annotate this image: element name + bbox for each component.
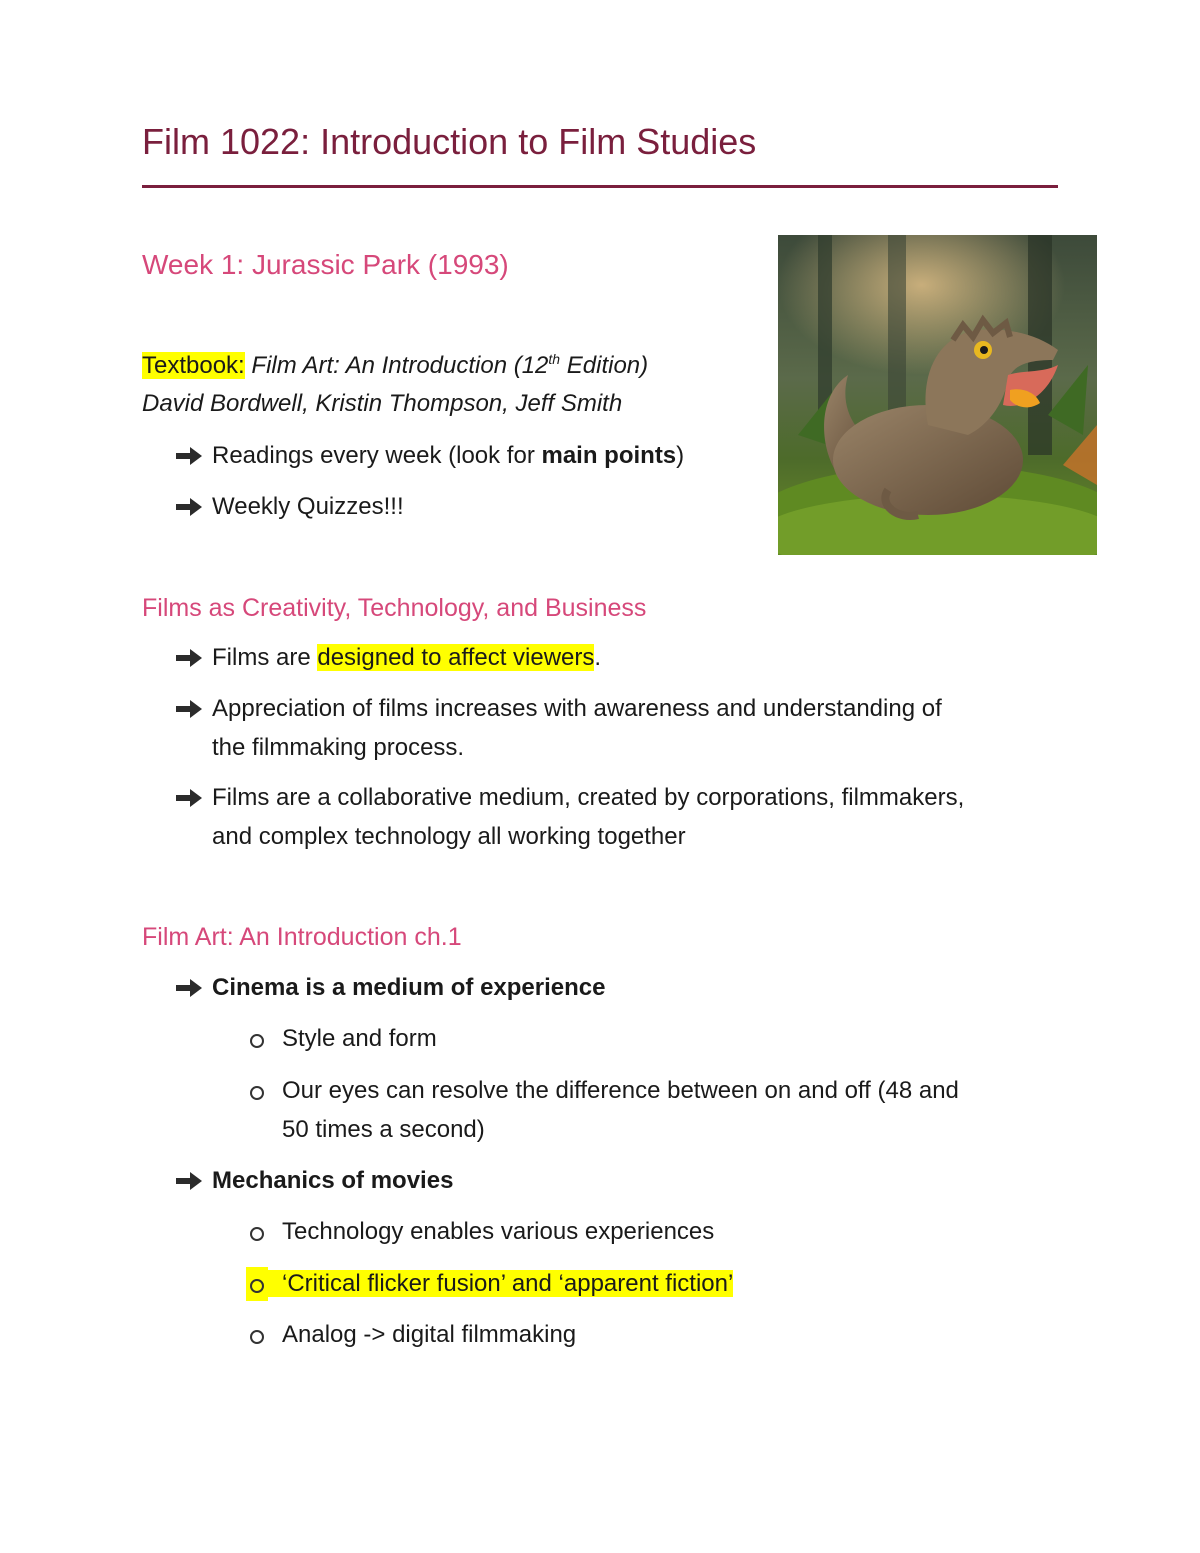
textbook-line: [142, 349, 648, 383]
week-heading: Week 1: Jurassic Park (1993): [142, 249, 509, 280]
textbook-label: Textbook:: [142, 352, 245, 379]
sub-bullet-flicker-fusion: ‘Critical flicker fusion’ and ‘apparent fiction’: [266, 1267, 733, 1301]
circle-bullet-icon: [246, 1215, 266, 1249]
arrow-icon: [174, 781, 204, 815]
arrow-icon: [174, 1164, 204, 1198]
section-heading-chapter1: Film Art: An Introduction ch.1: [142, 923, 462, 951]
arrow-icon: [174, 439, 204, 473]
dinosaur-duck-photo: [778, 235, 1097, 555]
sub-bullet-eyes-resolve: Our eyes can resolve the difference between on and off (48 and 50 times a second): [282, 1077, 959, 1143]
textbook-authors: David Bordwell, Kristin Thompson, Jeff Smith: [142, 390, 623, 417]
arrow-icon: [174, 490, 204, 524]
circle-bullet-icon: [246, 1022, 266, 1056]
arrow-icon: [174, 971, 204, 1005]
bullet-quizzes: Weekly Quizzes!!!: [212, 493, 404, 520]
bullet-mechanics: Mechanics of movies: [212, 1167, 454, 1194]
bullet-cinema-medium: Cinema is a medium of experience: [212, 974, 606, 1001]
sub-bullet-analog-digital: Analog -> digital filmmaking: [282, 1321, 577, 1348]
section-heading-creativity: Films as Creativity, Technology, and Business: [142, 594, 647, 622]
textbook-title: Film Art: An Introduction (12th Edition): [251, 351, 649, 379]
bullet-collaborative: Films are a collaborative medium, created by corporations, filmmakers, and complex technology all working together: [212, 784, 965, 850]
circle-bullet-icon: [246, 1318, 266, 1352]
circle-bullet-icon: [246, 1267, 268, 1301]
bullet-readings: Readings every week (look for main points): [212, 442, 685, 469]
document-title: Film 1022: Introduction to Film Studies: [142, 121, 757, 162]
title-rule: [142, 185, 1058, 188]
arrow-icon: [174, 692, 204, 726]
sub-bullet-technology: Technology enables various experiences: [282, 1218, 715, 1245]
arrow-icon: [174, 641, 204, 675]
circle-bullet-icon: [246, 1074, 266, 1108]
sub-bullet-style-form: Style and form: [282, 1025, 437, 1052]
bullet-designed: Films are designed to affect viewers.: [212, 644, 602, 671]
bullet-appreciation: Appreciation of films increases with awareness and understanding of the filmmaking process.: [212, 695, 942, 761]
